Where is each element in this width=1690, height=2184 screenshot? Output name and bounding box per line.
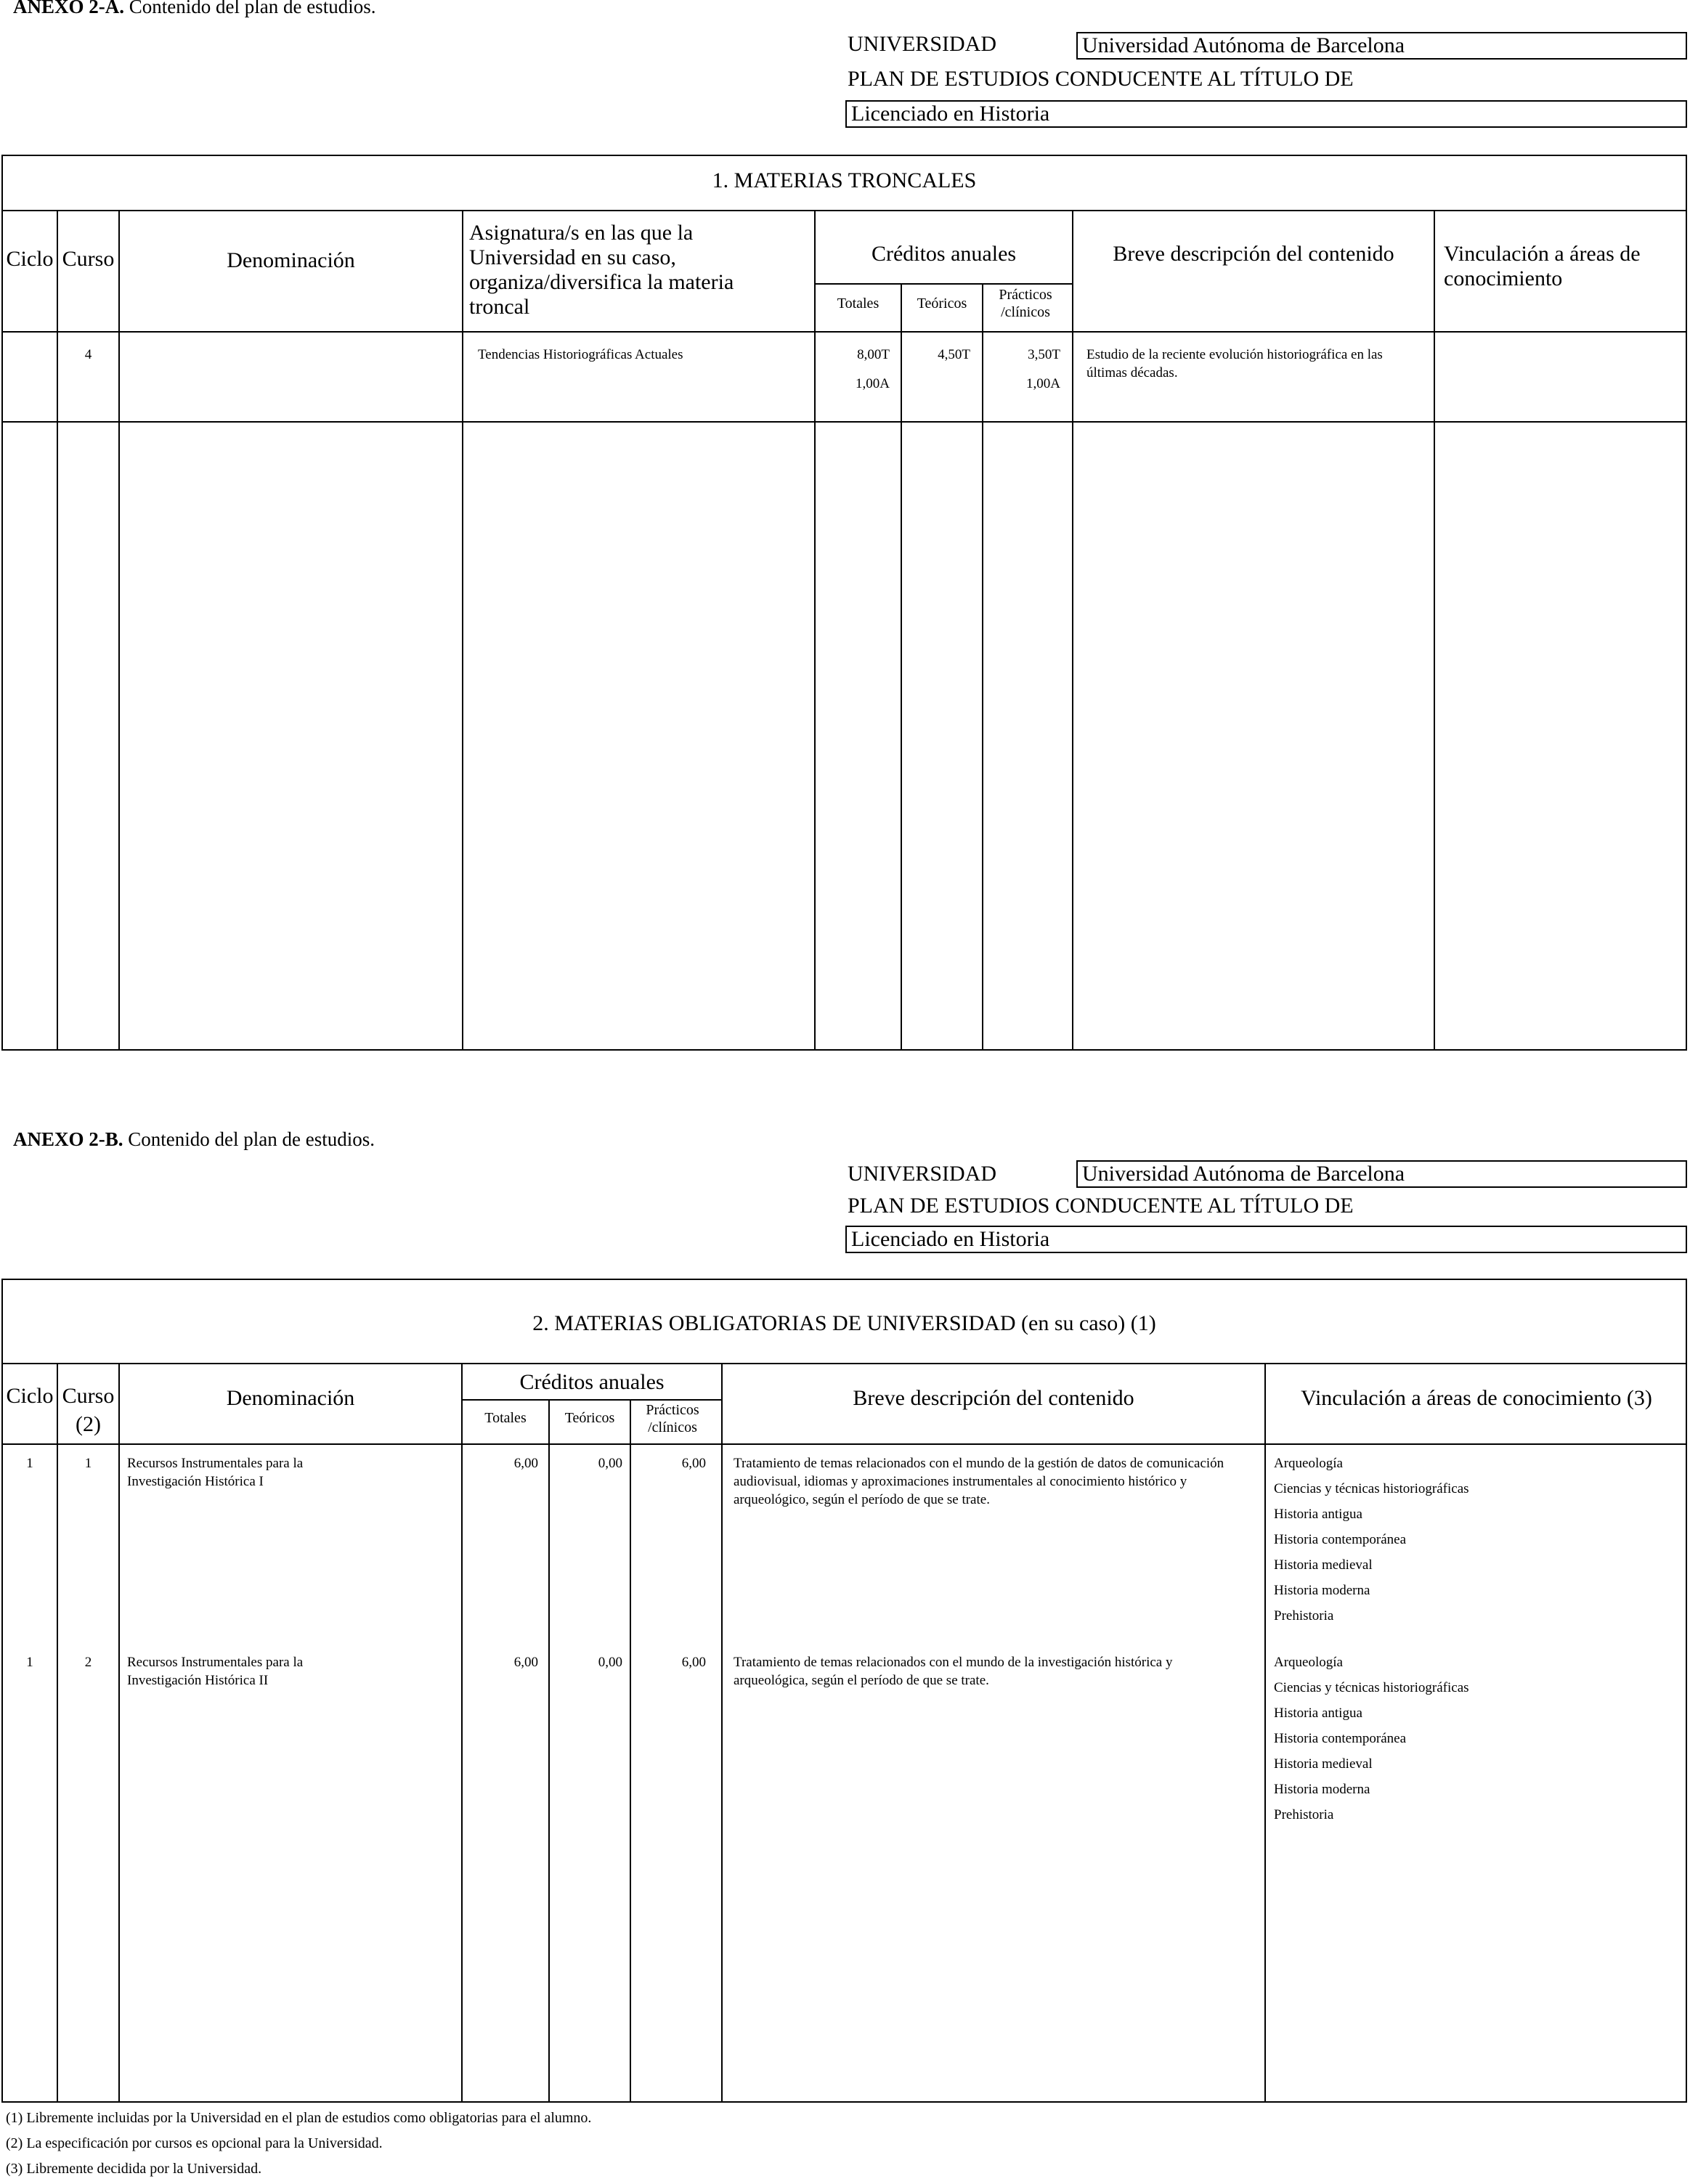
col-teoricos-b: Teóricos	[564, 1410, 615, 1426]
row-asignatura: Tendencias Historiográficas Actuales	[478, 347, 683, 362]
row-totales-t: 8,00T	[857, 347, 890, 362]
row-area: Prehistoria	[1274, 1807, 1334, 1822]
row-area: Historia medieval	[1274, 1756, 1373, 1772]
row-area: Arqueología	[1274, 1655, 1343, 1670]
col-creditos: Créditos anuales	[871, 242, 1017, 266]
row-practicos-t: 3,50T	[1028, 347, 1060, 362]
row-descripcion: Tratamiento de temas relacionados con el mundo de la gestión de datos de comunicación audiovisual, idiomas y aproximaciones instrumentales al conocimiento histórico y arqueológico, según el período de que se trate.	[734, 1456, 1224, 1507]
col-descripcion: Breve descripción del contenido	[1113, 242, 1394, 266]
troncales-section-title: 1. MATERIAS TRONCALES	[712, 168, 977, 192]
row-area: Arqueología	[1274, 1456, 1343, 1471]
col-ciclo: Ciclo	[6, 247, 54, 271]
row-area: Historia medieval	[1274, 1557, 1373, 1573]
col-totales-b: Totales	[484, 1410, 527, 1426]
footnote-2: (2) La especificación por cursos es opcional para la Universidad.	[6, 2135, 383, 2151]
row-practicos: 6,00	[681, 1655, 706, 1670]
university-value-b: Universidad Autónoma de Barcelona	[1076, 1160, 1687, 1188]
row-ciclo: 1	[26, 1655, 33, 1670]
university-value: Universidad Autónoma de Barcelona	[1076, 32, 1687, 60]
col-totales: Totales	[837, 296, 879, 311]
col-ciclo-b: Ciclo	[6, 1384, 54, 1408]
row-descripcion: Estudio de la reciente evolución historiográfica en las últimas décadas.	[1086, 347, 1383, 380]
row-area: Prehistoria	[1274, 1608, 1334, 1623]
university-label: UNIVERSIDAD	[848, 32, 996, 56]
col-denominacion: Denominación	[227, 248, 355, 272]
col-curso-b: Curso	[62, 1384, 115, 1408]
row-curso: 1	[84, 1456, 92, 1471]
col-curso-note: (2)	[76, 1412, 101, 1436]
row-totales-a: 1,00A	[856, 376, 890, 391]
annex-b-heading	[13, 1128, 375, 1151]
row-denominacion: Recursos Instrumentales para la Investigación Histórica II	[127, 1655, 304, 1688]
row-descripcion: Tratamiento de temas relacionados con el mundo de la investigación histórica y arqueológica, según el período de que se trate.	[734, 1655, 1173, 1688]
col-curso: Curso	[62, 247, 115, 271]
footnote-1: (1) Libremente incluidas por la Universidad en el plan de estudios como obligatorias para el alumno.	[6, 2110, 592, 2126]
row-area: Ciencias y técnicas historiográficas	[1274, 1680, 1469, 1695]
row-teoricos: 4,50T	[938, 347, 970, 362]
row-area: Historia antigua	[1274, 1706, 1362, 1721]
row-area: Historia moderna	[1274, 1782, 1370, 1797]
row-teoricos: 0,00	[598, 1655, 622, 1670]
row-denominacion: Recursos Instrumentales para la Investigación Histórica I	[127, 1456, 304, 1489]
row-curso: 2	[84, 1655, 92, 1670]
row-practicos: 6,00	[681, 1456, 706, 1471]
plan-label: PLAN DE ESTUDIOS CONDUCENTE AL TÍTULO DE	[848, 67, 1354, 91]
university-label-b: UNIVERSIDAD	[848, 1162, 996, 1186]
footnote-3: (3) Libremente decidida por la Universidad.	[6, 2161, 262, 2177]
row-area: Ciencias y técnicas historiográficas	[1274, 1481, 1469, 1496]
row-area: Historia moderna	[1274, 1583, 1370, 1598]
annex-b-prefix: ANEXO 2-B.	[13, 1128, 123, 1150]
col-practicos-b: Prácticos /clínicos	[646, 1402, 699, 1435]
annex-a-prefix: ANEXO 2-A.	[13, 0, 124, 17]
row-totales: 6,00	[513, 1456, 538, 1471]
col-vinculacion: Vinculación a áreas de conocimiento	[1444, 242, 1641, 290]
annex-b-title: Contenido del plan de estudios.	[128, 1128, 375, 1150]
degree-value-b: Licenciado en Historia	[845, 1226, 1687, 1253]
row-totales: 6,00	[513, 1655, 538, 1670]
annex-a-heading	[13, 0, 375, 18]
col-denominacion-b: Denominación	[226, 1386, 355, 1410]
col-vinculacion-b: Vinculación a áreas de conocimiento (3)	[1301, 1386, 1652, 1410]
row-practicos-a: 1,00A	[1026, 376, 1060, 391]
col-practicos: Prácticos /clínicos	[999, 287, 1052, 320]
col-asignaturas: Asignatura/s en las que la Universidad en su caso, organiza/diversifica la materia troncal	[469, 221, 734, 319]
row-teoricos: 0,00	[598, 1456, 622, 1471]
row-area: Historia contemporánea	[1274, 1532, 1407, 1547]
obligatorias-section-title: 2. MATERIAS OBLIGATORIAS DE UNIVERSIDAD (en su caso) (1)	[532, 1311, 1156, 1335]
col-creditos-b: Créditos anuales	[519, 1370, 665, 1394]
annex-a-title: Contenido del plan de estudios.	[129, 0, 376, 17]
degree-value: Licenciado en Historia	[845, 100, 1687, 128]
plan-label-b: PLAN DE ESTUDIOS CONDUCENTE AL TÍTULO DE	[848, 1194, 1354, 1218]
col-descripcion-b: Breve descripción del contenido	[853, 1386, 1134, 1410]
row-area: Historia contemporánea	[1274, 1731, 1407, 1746]
row-curso: 4	[84, 347, 92, 362]
row-ciclo: 1	[26, 1456, 33, 1471]
col-teoricos: Teóricos	[917, 296, 967, 311]
row-area: Historia antigua	[1274, 1507, 1362, 1522]
